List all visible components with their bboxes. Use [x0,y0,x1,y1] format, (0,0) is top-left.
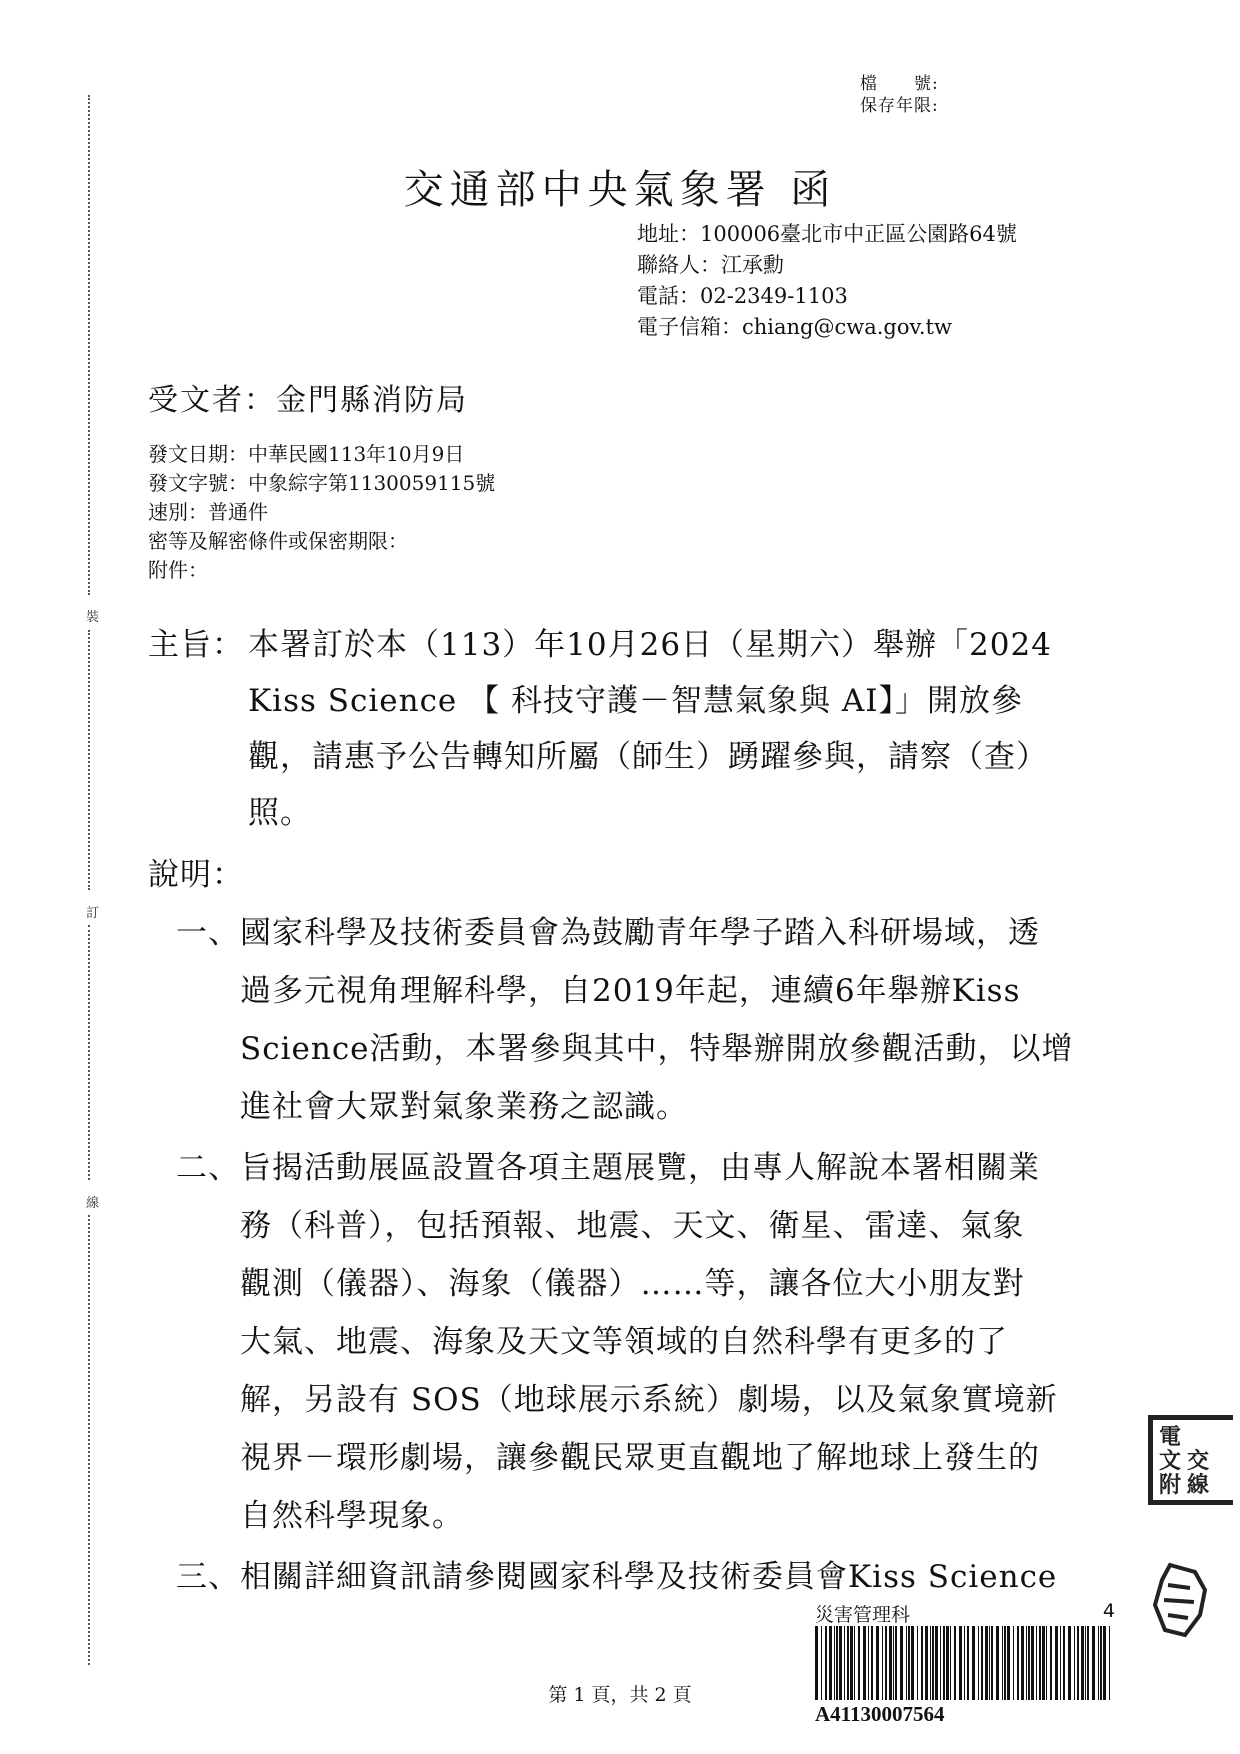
item-line: 觀測（儀器）、海象（儀器）……等，讓各位大小朋友對 [240,1266,1025,1302]
svg-text:電: 電 [1159,1425,1182,1450]
subject-label: 主旨： [148,627,244,663]
document-number: 發文字號：中象綜字第1130059115號 [148,471,496,495]
stamp-fragment-icon [1150,1560,1220,1640]
subject-line: 本署訂於本（113）年10月26日（星期六）舉辦「2024 [248,627,1052,663]
recipient: 受文者：金門縣消防局 [148,383,468,418]
binding-dotted-line [88,1215,90,1665]
barcode-count: 4 [1102,1600,1115,1622]
item-marker: 二、 [176,1150,240,1186]
sender-contact: 聯絡人：江承勳 [637,253,784,277]
item-line: 國家科學及技術委員會為鼓勵青年學子踏入科研場域，透 [240,915,1040,951]
item-line: 自然科學現象。 [240,1498,464,1534]
subject-line: Kiss Science 【 科技守護－智慧氣象與 AI】」開放參 [248,683,1023,719]
electronic-seal-stamp [1148,1415,1233,1505]
svg-text:附: 附 [1159,1473,1182,1498]
item-marker: 三、 [176,1559,240,1595]
item-line: 解，另設有 SOS（地球展示系統）劇場，以及氣象實境新 [240,1382,1058,1418]
binding-mark-ding: 訂 [86,906,100,921]
item-line: 視界－環形劇場，讓參觀民眾更直觀地了解地球上發生的 [240,1440,1040,1476]
item-marker: 一、 [176,915,240,951]
item-line: 務（科普），包括預報、地震、天文、衛星、雷達、氣象 [240,1208,1025,1244]
binding-mark-xian: 線 [86,1196,100,1211]
barcode-department: 災害管理科 [815,1604,911,1626]
retention-period-label: 保存年限: [860,96,939,116]
attachment: 附件： [148,558,208,582]
item-line: Science活動，本署參與其中，特舉辦開放參觀活動，以增 [240,1031,1074,1067]
document-title: 交通部中央氣象署 函 [403,167,837,213]
page-number: 第 1 頁，共 2 頁 [548,1684,692,1706]
svg-text:文: 文 [1159,1449,1182,1474]
stamp-fragment [1150,1560,1220,1640]
sender-phone: 電話：02-2349-1103 [637,284,848,308]
subject-line: 照。 [248,795,312,831]
item-line: 旨揭活動展區設置各項主題展覽，由專人解說本署相關業 [240,1150,1040,1186]
item-line: 過多元視角理解科學，自2019年起，連續6年舉辦Kiss [240,973,1021,1009]
svg-text:交: 交 [1187,1449,1210,1474]
item-line: 大氣、地震、海象及天文等領域的自然科學有更多的了 [240,1324,1008,1360]
binding-dotted-line [88,630,90,890]
item-line: 進社會大眾對氣象業務之認識。 [240,1089,688,1125]
file-number-label: 檔 號: [860,74,939,94]
subject-line: 觀，請惠予公告轉知所屬（師生）踴躍參與，請察（查） [248,739,1048,775]
delivery-speed: 速別：普通件 [148,500,268,524]
item-line: 相關詳細資訊請參閱國家科學及技術委員會Kiss Science [240,1559,1058,1595]
secrecy-level: 密等及解密條件或保密期限： [148,529,408,553]
sender-email: 電子信箱：chiang@cwa.gov.tw [637,315,952,339]
binding-mark-zhuang: 裝 [86,610,100,625]
seal-icon [1153,1420,1233,1500]
barcode-label [815,1600,1115,1730]
issue-date: 發文日期：中華民國113年10月9日 [148,442,465,466]
svg-text:線: 線 [1187,1473,1210,1498]
explanation-label: 說明： [148,857,244,893]
binding-dotted-line [88,925,90,1180]
barcode-number: A41130007564 [815,1702,945,1726]
sender-address: 地址：100006臺北市中正區公園路64號 [637,222,1017,246]
